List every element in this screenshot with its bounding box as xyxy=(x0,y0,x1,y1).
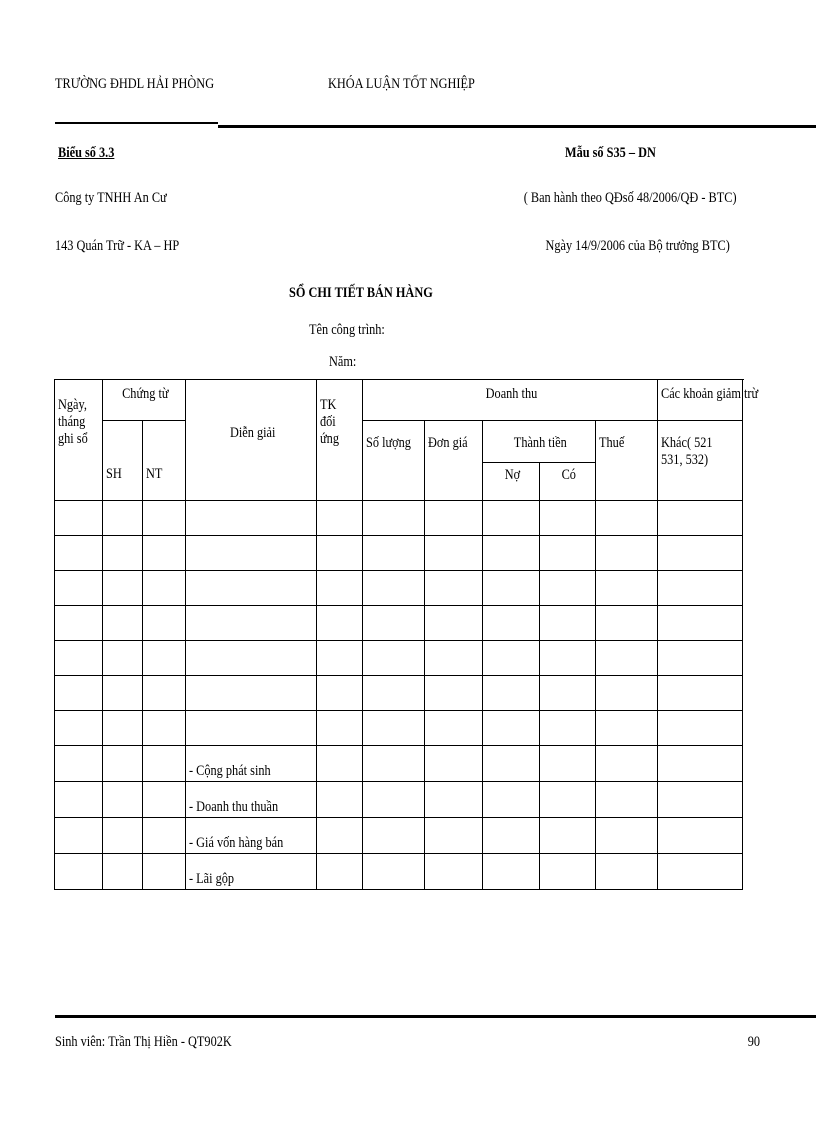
summary-label: - Cộng phát sinh xyxy=(186,746,317,782)
student-name: Sinh viên: Trần Thị Hiền - QT902K xyxy=(55,1034,232,1050)
col-debit-header: Nợ xyxy=(483,462,540,500)
summary-row-net-revenue xyxy=(55,782,743,818)
col-desc-header: Diễn giải xyxy=(186,380,317,501)
summary-row-cogs xyxy=(55,818,743,854)
col-other-header: Khác( 521 531, 532) xyxy=(658,421,743,501)
header-row-1 xyxy=(55,380,743,421)
col-account-header: TK đối ứng xyxy=(317,380,363,501)
page-number: 90 xyxy=(747,1034,760,1050)
form-code: Mẫu số S35 – DN xyxy=(565,145,656,161)
table-row xyxy=(55,571,743,606)
col-credit-header: Có xyxy=(540,462,596,500)
col-nt-header: NT xyxy=(143,421,186,501)
table-row xyxy=(55,606,743,641)
col-voucher-header: Chứng từ xyxy=(103,380,186,421)
table-row xyxy=(55,501,743,536)
summary-label: - Doanh thu thuần xyxy=(186,782,317,818)
col-sh-header: SH xyxy=(103,421,143,501)
summary-label: - Giá vốn hàng bán xyxy=(186,818,317,854)
col-tax-header: Thuế xyxy=(596,421,658,501)
summary-label: - Lãi gộp xyxy=(186,854,317,890)
table-row xyxy=(55,641,743,676)
footer-rule xyxy=(55,1015,816,1018)
summary-row-total xyxy=(55,746,743,782)
col-deductions-header: Các khoản giảm trừ xyxy=(658,380,743,421)
ledger-title: SỔ CHI TIẾT BÁN HÀNG xyxy=(289,285,433,301)
project-label: Tên công trình: xyxy=(309,322,385,338)
year-label: Năm: xyxy=(329,354,357,370)
company-address: 143 Quán Trữ - KA – HP xyxy=(55,238,180,254)
sales-ledger-table xyxy=(54,379,759,890)
school-name: TRƯỜNG ĐHDL HẢI PHÒNG xyxy=(55,76,215,92)
table-row xyxy=(55,711,743,746)
decree-date: Ngày 14/9/2006 của Bộ trưởng BTC) xyxy=(545,238,730,254)
form-label: Biểu số 3.3 xyxy=(58,145,115,161)
col-date-header: Ngày, tháng ghi sổ xyxy=(55,380,103,501)
thesis-title: KHÓA LUẬN TỐT NGHIỆP xyxy=(328,76,475,92)
col-qty-header: Số lượng xyxy=(363,421,425,501)
header-rule-long xyxy=(218,125,816,128)
col-price-header: Đơn giá xyxy=(425,421,483,501)
col-amount-header: Thành tiền xyxy=(483,421,596,463)
summary-row-gross-profit xyxy=(55,854,743,890)
company-name: Công ty TNHH An Cư xyxy=(55,190,167,206)
header-row-2 xyxy=(55,421,743,463)
decree-text: ( Ban hành theo QĐsố 48/2006/QĐ - BTC) xyxy=(524,190,737,206)
table-row xyxy=(55,536,743,571)
header-rule-short xyxy=(55,122,218,124)
col-revenue-header: Doanh thu xyxy=(363,380,658,421)
table-row xyxy=(55,676,743,711)
